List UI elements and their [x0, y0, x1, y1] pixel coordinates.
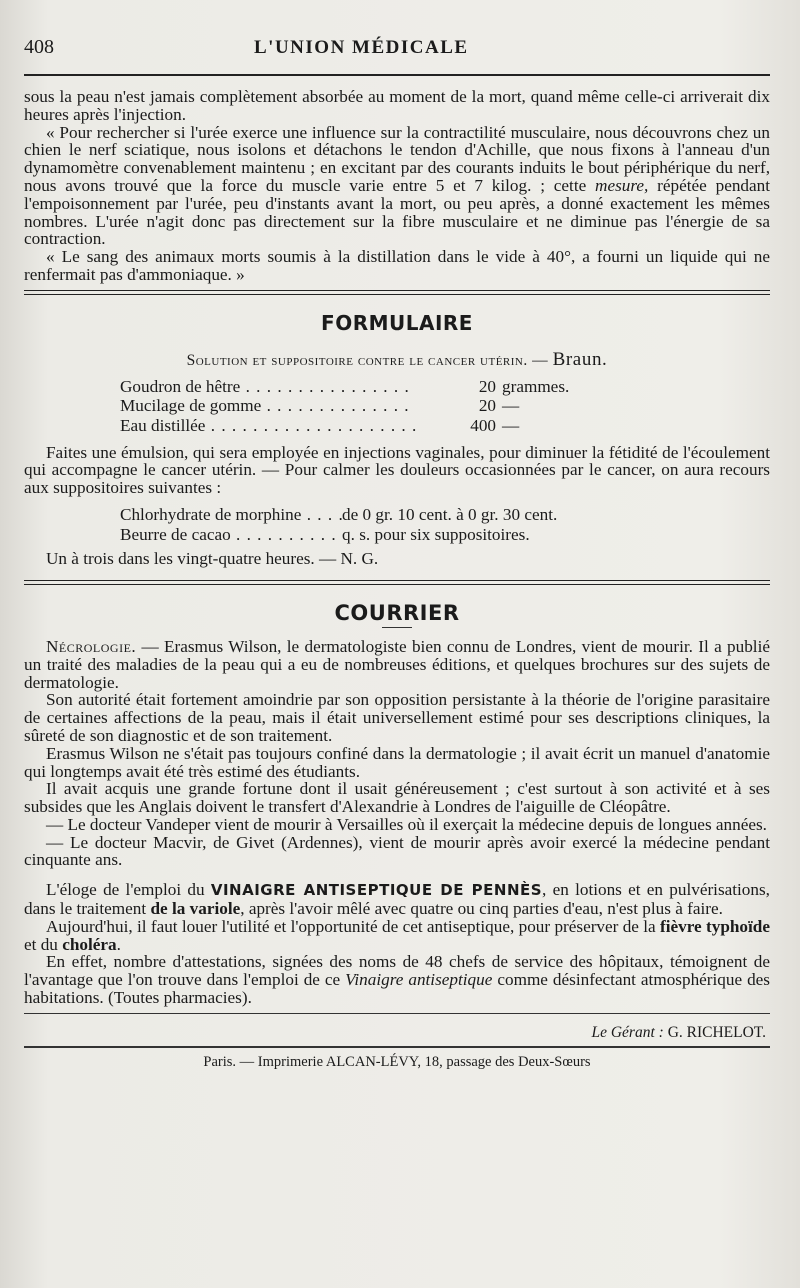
section-title-courrier: COURRIER	[334, 600, 460, 625]
suppository-row: Chlorhydrate de morphine . . . de 0 gr. 10 cent. à 0 gr. 30 cent.	[120, 505, 770, 525]
prescription-heading: Solution et suppositoire contre le cancer utérin. — Braun.	[186, 348, 608, 370]
body-paragraph: Erasmus Wilson ne s'était pas toujours confiné dans la dermatologie ; il avait écrit un manuel d'anatomie qui longtemps avait été très estimé des étudiants.	[24, 743, 770, 781]
necrology-label: Nécrologie.	[46, 636, 137, 656]
suppository-list	[120, 505, 770, 544]
body-paragraph: — Le docteur Macvir, de Givet (Ardennes), vient de mourir après avoir exercé la médecine pendant cinquante ans.	[24, 832, 770, 870]
body-paragraph: Son autorité était fortement amoindrie par son opposition persistante à la théorie de l'origine parasitaire de certaines affections de la peau, mais il était universellement estimé pour ses descriptions cliniques, la sûreté de son diagnostic et de son traitement.	[24, 690, 770, 745]
advertisement-paragraph: En effet, nombre d'attestations, signées des noms de 48 chefs de service des hôpitaux, témoignent de l'avantage que l'on trouve dans l'emploi de ce Vinaigre antiseptique comme désinfectant atmosphérique des habitations. (Toutes pharmacies).	[24, 952, 770, 1008]
body-paragraph: « Le sang des animaux morts soumis à la distillation dans le vide à 40°, a fourni un liquide qui ne renfermait pas d'ammoniaque. »	[24, 247, 770, 284]
posology-line: Un à trois dans les vingt-quatre heures. — N. G.	[46, 549, 379, 569]
footer-rule	[24, 1046, 770, 1048]
advertisement-paragraph: Aujourd'hui, il faut louer l'utilité et l'opportunité de cet antiseptique, pour préserver de la fièvre typhoïde et du choléra.	[24, 916, 770, 954]
prescription-author: Braun.	[552, 348, 608, 370]
page-number: 408	[24, 36, 54, 58]
manager-name: G. RICHELOT.	[667, 1023, 766, 1041]
usage-paragraph: Faites une émulsion, qui sera employée en injections vaginales, pour diminuer la fétidité de l'écoulement qui accompagne le cancer utérin. — Pour calmer les douleurs occasionnées par le cancer, on aura recours aux suppositoires suivantes :	[24, 442, 770, 498]
page-header	[24, 36, 770, 72]
printer-imprint: Paris. — Imprimerie ALCAN-LÉVY, 18, passage des Deux-Sœurs	[203, 1053, 591, 1070]
signature: Le Gérant : G. RICHELOT.	[591, 1023, 766, 1041]
product-name: VINAIGRE ANTISEPTIQUE DE PENNÈS	[210, 881, 543, 900]
body-paragraph: sous la peau n'est jamais complètement absorbée au moment de la mort, quand même celle-ci arriverait dix heures après l'injection.	[24, 87, 770, 124]
running-title: L'UNION MÉDICALE	[254, 37, 469, 58]
body-paragraph: Il avait acquis une grande fortune dont il usait généreusement ; c'est surtout à son activité et à ses subsides que les Anglais doivent le transfert d'Alexandrie à Londres de l'aiguille de Cléopâtre.	[24, 779, 770, 817]
ingredient-row: Eau distillée . . . 400 —	[120, 416, 770, 436]
suppository-row: Beurre de cacao . . . q. s. pour six suppositoires.	[120, 525, 770, 545]
section-divider	[24, 580, 770, 585]
necrology-paragraph: Nécrologie. — Erasmus Wilson, le dermatologiste bien connu de Londres, vient de mourir. Il a publié un traité des maladies de la peau qui a eu de nombreuses éditions, et quelques brochures sur des sujets de dermatologie.	[24, 636, 770, 692]
ingredient-row: Goudron de hêtre . . . 20 grammes.	[120, 377, 770, 397]
body-paragraph: « Pour rechercher si l'urée exerce une influence sur la contractilité musculaire, nous découvrons chez un chien le nerf sciatique, nous isolons et détachons le tendon d'Achille, que nous fixons à l'anneau d'un dynamomètre convenablement maintenu ; en excitant par des courants induits le bout périphérique du nerf, nous avons trouvé que la force du muscle varie entre 5 et 7 kilog. ; cette mesure, répétée pendant l'empoisonnement par l'urée, peu d'instants avant la mort, ou peu après, a donné exactement les mêmes nombres. L'urée n'agit donc pas directement sur la fibre musculaire et ne diminue pas l'énergie de sa contraction.	[24, 122, 771, 249]
ingredient-list	[120, 377, 770, 436]
advertisement-paragraph: L'éloge de l'emploi du VINAIGRE ANTISEPTIQUE DE PENNÈS, en lotions et en pulvérisations, dans le traitement de la variole, après l'avoir mêlé avec quatre ou cinq parties d'eau, n'est plus à faire.	[24, 880, 770, 919]
ingredient-row: Mucilage de gomme . . . 20 —	[120, 396, 770, 416]
section-divider	[24, 290, 770, 295]
title-underline	[382, 627, 412, 628]
body-paragraph: — Le docteur Vandeper vient de mourir à Versailles où il exerçait la médecine depuis de longues années.	[46, 814, 767, 834]
footer-rule	[24, 1013, 770, 1014]
section-title-formulaire: FORMULAIRE	[321, 310, 473, 335]
